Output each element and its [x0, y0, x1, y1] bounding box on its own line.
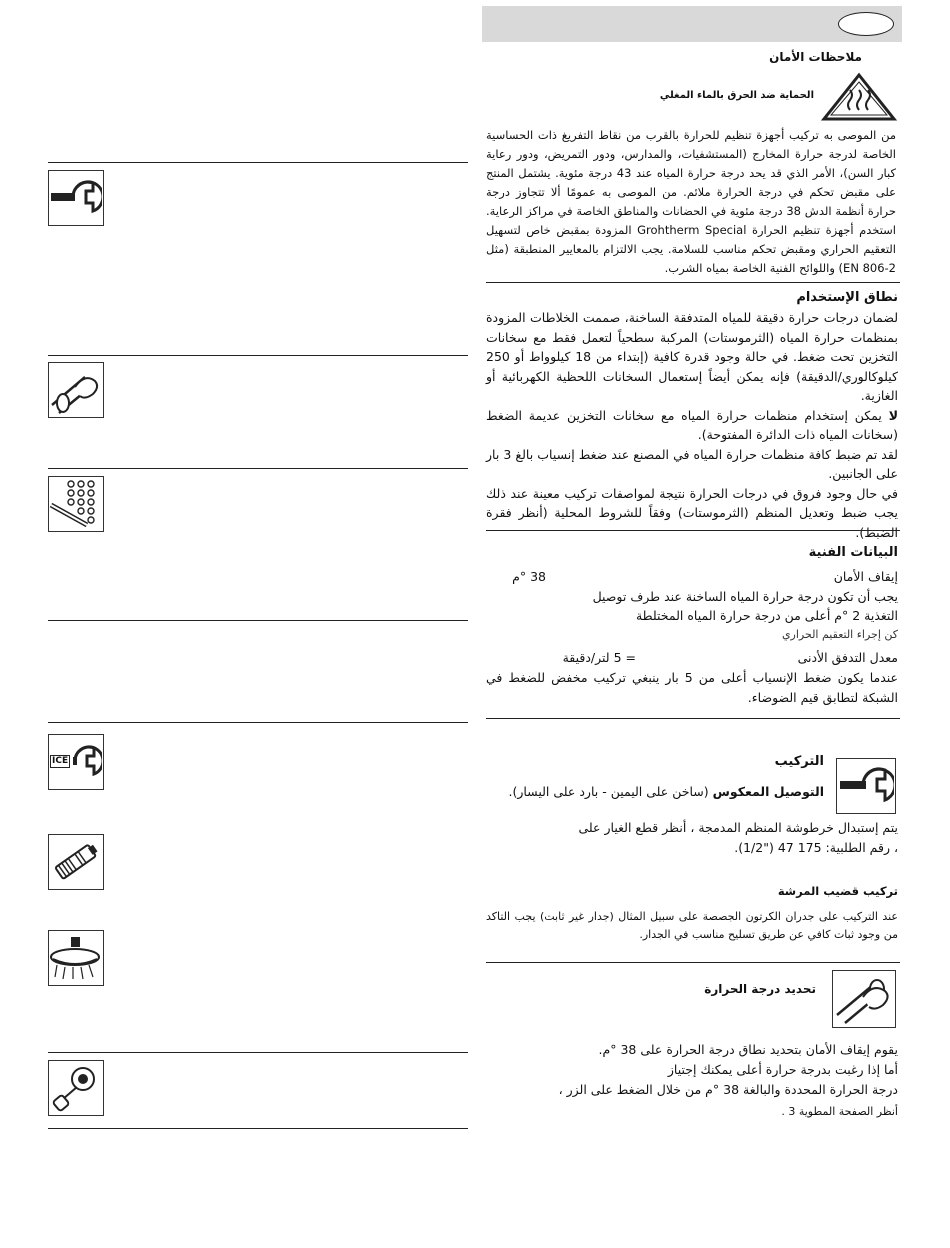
rail-heading: تركيب قضيب المرشة	[777, 884, 898, 898]
temp-line4: أنظر الصفحة المطوية 3 .	[781, 1105, 898, 1118]
divider	[486, 962, 900, 963]
left-divider	[48, 355, 468, 356]
scope-body	[486, 308, 898, 542]
divider	[486, 282, 900, 283]
scope-p3: لقد تم ضبط كافة منظمات حرارة المياه في المصنع عند ضغط إنسياب بالغ 3 بار على الجانبين.	[486, 446, 898, 481]
button-hand-icon	[832, 970, 896, 1028]
wrench-icon	[836, 758, 896, 814]
scope-p2	[486, 406, 898, 445]
cartridge-icon	[48, 834, 104, 890]
tech-heading: البيانات الفنية	[808, 545, 898, 560]
tech-disinfect: كن إجراء التعقيم الحراري	[781, 628, 898, 641]
wrench-icon	[48, 170, 104, 226]
left-divider	[48, 468, 468, 469]
scope-heading: نطاق الإستخدام	[796, 290, 898, 305]
temp-line2: أما إذا رغبت بدرجة حرارة أعلى يمكنك إجتياز	[667, 1062, 898, 1077]
button-icon	[48, 1060, 104, 1116]
left-divider	[48, 1052, 468, 1053]
install-cartridge-line1: يتم إستبدال خرطوشة المنظم المدمجة ، أنظر قطع الغيار على	[578, 820, 898, 835]
shower-head-icon	[48, 930, 104, 986]
tech-flow-value: = 5 لتر/دقيقة	[562, 650, 636, 665]
install-reverse-text: (ساخن على اليمين - بارد على اليسار).	[508, 784, 713, 799]
tech-stop-label: إيقاف الأمان	[833, 569, 898, 584]
install-heading: التركيب	[774, 754, 824, 769]
scope-p2-text: يمكن إستخدام منظمات حرارة المياه مع سخانات التخزين عديمة الضغط (سخانات المياه ذات الدائرة المفتوحة).	[486, 407, 898, 442]
temp-line3: درجة الحرارة المحددة والبالغة 38 °م من خلال الضغط على الزر ،	[558, 1082, 898, 1097]
install-reverse	[444, 782, 824, 802]
dots-grid-icon	[48, 476, 104, 532]
scald-label: الحماية ضد الحرق بالماء المغلي	[659, 90, 814, 101]
tech-stop-value: 38 °م	[512, 569, 546, 584]
divider	[486, 530, 900, 531]
scope-p1: لضمان درجات حرارة دقيقة للمياه المتدفقة الساخنة، صممت الخلاطات المزودة بمنظمات حرارة المياه (الثرموستات) المركبة سطحياً لتعمل فقط مع سخانات التخزين تحت ضغط. في حالة وجود قدرة كافية (إبتداء من 18 كيلوواط أو 250 كيلوكالوري/الدقيقة) فإنه يمكن أيضاً إستعمال السخانات اللحظية الكهربائية أو الغازية.	[486, 310, 898, 403]
tech-flow-label: معدل التدفق الأدنى	[797, 650, 898, 665]
temp-heading: تحديد درجة الحرارة	[704, 982, 816, 996]
temp-line1: يقوم إيقاف الأمان بتحديد نطاق درجة الحرارة على 38 °م.	[598, 1042, 898, 1057]
scope-p2-bold: لا	[888, 407, 898, 423]
service-icon-label: ICE	[52, 756, 69, 766]
tech-pressure: عندما يكون ضغط الإنسياب أعلى من 5 بار ينبغي تركيب مخفض للضغط في الشبكة لتطابق قيم الضوضاء.	[486, 670, 898, 705]
left-divider	[48, 162, 468, 163]
tech-hot-line1: يجب أن تكون درجة حرارة المياه الساخنة عند طرف توصيل	[592, 589, 898, 604]
wrench-service-icon	[48, 734, 104, 790]
scald-warning-icon	[820, 72, 898, 122]
rail-text: عند التركيب على جدران الكرتون الجصصة على سبيل المثال (جدار غير ثابت) يجب التاكد من وجود ثبات كافي عن طريق تسليح مناسب في الجدار.	[486, 910, 898, 941]
left-divider	[48, 620, 468, 621]
language-oval	[838, 12, 894, 36]
tech-hot-line2: التغذية 2 °م أعلى من درجة حرارة المياه المختلطة	[635, 608, 898, 623]
safety-heading: ملاحظات الأمان	[769, 50, 862, 64]
divider	[486, 718, 900, 719]
left-divider	[48, 1128, 468, 1129]
install-cartridge-line2: ، رقم الطلبية: 175 47 ("1/2).	[734, 840, 898, 855]
install-reverse-bold: التوصيل المعكوس	[712, 784, 824, 799]
pipe-hand-icon	[48, 362, 104, 418]
left-divider	[48, 722, 468, 723]
scope-p4: في حال وجود فروق في درجات الحرارة نتيجة لمواصفات تركيب معينة عند ذلك يجب ضبط وتعديل المنظم (الثرموستات) وفقاً للشروط المحلية (أنظر فقرة الضبط).	[486, 485, 898, 540]
safety-paragraph: من الموصى به تركيب أجهزة تنظيم للحرارة بالقرب من نقاط التفريغ ذات الحساسية الخاصة لدرجة حرارة المخارج (المستشفيات، والمدارس، ودور التمريض، ودور رعاية كبار السن)، الأمر الذي قد يحد درجة حرارة المياه عند 43 درجة مئوية. يشتمل المنتج على مقبض تحكم في درجة الحرارة ملائم. من الموصى به عمومًا ألا تتجاوز درجة حرارة أنظمة الدش 38 درجة مئوية في الحضانات والمناطق الخاصة في مراكز الرعاية. استخدم أجهزة تنظيم الحرارة Grohtherm Special المزودة بمقبض خاص لتسهيل التعقيم الحراري ومقبض تحكم مناسب للسلامة. يجب الالتزام بالمعايير المنطبقة (مثل EN 806-2) واللوائح الفنية الخاصة بمياه الشرب.	[486, 128, 896, 275]
